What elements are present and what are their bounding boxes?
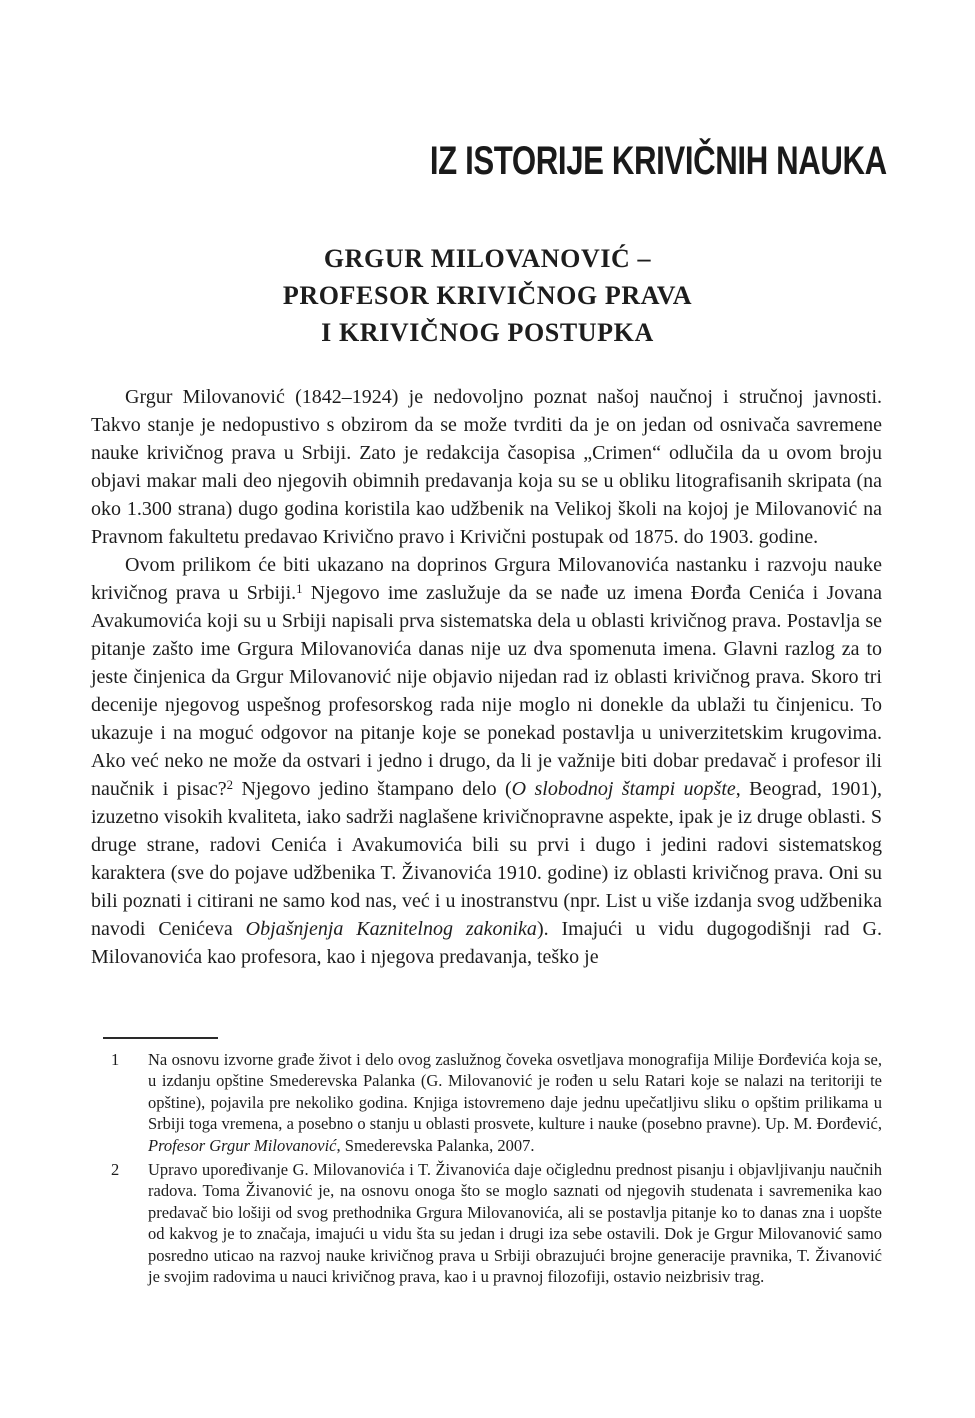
paragraph-2-seg4: , Beograd, 1901), izuzetno visokih kvaliteta, iako sadrži naglašene krivičnopravne aspekte, ipak je iz druge oblasti. S druge strane, radovi Cenića i Avakumovića bili su prvi i dugo i jedini radovi sistematskog karaktera (sve do pojave udžbenika T. Živanovića 1910. godine) iz oblasti krivičnog prava. Oni su bili poznati i citirani ne samo kod nas, već i u inostranstvu (npr. List u više izdanja svog udžbenika navodi Cenićeva <box>91 778 882 940</box>
paragraph-1 <box>91 383 882 551</box>
footnotes-section <box>91 1049 882 1290</box>
footnote-2-text: Upravo upoređivanje G. Milovanovića i T. Živanovića daje očiglednu prednost pisanju i objavljivanju naučnih radova. Toma Živanović je, na osnovu onoga što se moglo saznati od njegovih studenata i savremenika kao predavač bio lošiji od svog prethodnika Grgura Milovanovića, ali se postavlja pitanje ko to danas zna i uopšte od kakvog je to značaja, imajući u vidu šta su jedan i drugi iza sebe ostavili. Dok je Grgur Milovanović samo posredno uticao na razvoj nauke krivičnog prava u Srbiji obrazujući brojne generacije pravnika, T. Živanović je svojim radovima u nauci krivičnog prava, kao i u pravnoj filozofiji, ostavio neizbrisiv trag. <box>148 1160 882 1287</box>
body-text <box>91 383 882 971</box>
footnote-1-number: 1 <box>111 1050 120 1069</box>
article-title <box>92 240 883 351</box>
work-title-objasnjenja: Objašnjenja Kaznitelnog zakonika <box>245 918 537 940</box>
paragraph-2 <box>91 551 882 971</box>
article-title-line-3: I KRIVIČNOG POSTUPKA <box>321 318 654 347</box>
footnote-1-seg1: Na osnovu izvorne građe život i delo ovog zaslužnog čoveka osvetljava monografija Milije Đorđevića koja se, u izdanju opštine Smederevska Palanka (G. Milovanović je rođen u selu Ratari koje se nalazi na teritoriji te opštine), pojavila pre nekoliko godina. Knjiga istovremeno daje jednu upečatljivu sliku o opštim prilikama u Srbiji toga vremena, a posebno o stanju u oblasti prosvete, kulture i nauke (posebno pravne). Up. M. Đorđević, <box>148 1050 882 1134</box>
footnote-ref-1: 1 <box>296 582 303 597</box>
article-title-line-2: PROFESOR KRIVIČNOG PRAVA <box>282 281 693 310</box>
paragraph-2-seg2: Njegovo ime zaslužuje da se nađe uz imena Đorđa Cenića i Jovana Avakumovića koji su u Srbiji napisali prva sistematska dela u oblasti krivičnog prava. Postavlja se pitanje zašto ime Grgura Milovanovića danas nije uz dva spomenuta imena. Glavni razlog za to jeste činjenica da Grgur Milovanović nije objavio nijedan rad iz oblasti krivičnog prava. Skoro tri decenije njegovog uspešnog profesorskog rada nije moglo ni donekle da ublaži tu činjenicu. To ukazuje i na moguć odgovor na pitanje koje se ponekad postavlja u univerzitetskim krugovima. Ako već neko ne može da ostvari i jedno i drugo, da li je važnije biti dobar predavač i profesor ili naučnik i pisac? <box>91 582 882 800</box>
paragraph-2-seg3: Njegovo jedino štampano delo ( <box>233 778 512 800</box>
section-heading: IZ ISTORIJE KRIVIČNIH NAUKA <box>430 139 887 183</box>
work-title-slobodna-stampa: O slobodnoj štampi uopšte <box>511 778 736 800</box>
footnote-2-number: 2 <box>111 1160 120 1180</box>
article-title-line-1: GRGUR MILOVANOVIĆ – <box>323 244 652 273</box>
footnote-ref-2: 2 <box>226 778 234 793</box>
footnote-1-seg2: , Smederevska Palanka, 2007. <box>336 1135 535 1155</box>
footnote-2 <box>91 1159 882 1287</box>
footnote-separator <box>103 1037 218 1039</box>
paragraph-2-seg1: Ovom prilikom će biti ukazano na doprinos Grgura Milovanovića nastanku i razvoju nauke krivičnog prava u Srbiji. <box>91 554 882 604</box>
work-title-profesor-grgur: Profesor Grgur Milovanović <box>148 1135 337 1155</box>
footnote-1 <box>91 1049 882 1156</box>
paragraph-1-text: Grgur Milovanović (1842–1924) je nedovoljno poznat našoj naučnoj i stručnoj javnosti. Takvo stanje je nedopustivo s obzirom da se može tvrditi da je on jedan od osnivača savremene nauke krivičnog prava u Srbiji. Zato je redakcija časopisa „Crimen“ odlučila da u ovom broju objavi makar mali deo njegovih obimnih predavanja koja su se u obliku litografisanih skripata (na oko 1.300 strana) dugo godina koristila kao udžbenik na Velikoj školi na kojoj je Milovanović na Pravnom fakultetu predavao Krivično pravo i Krivični postupak od 1875. do 1903. godine. <box>91 386 882 548</box>
paragraph-2-seg5: ). Imajući u vidu dugogodišnji rad G. Milovanovića kao profesora, kao i njegova predavanja, teško je <box>91 918 882 968</box>
